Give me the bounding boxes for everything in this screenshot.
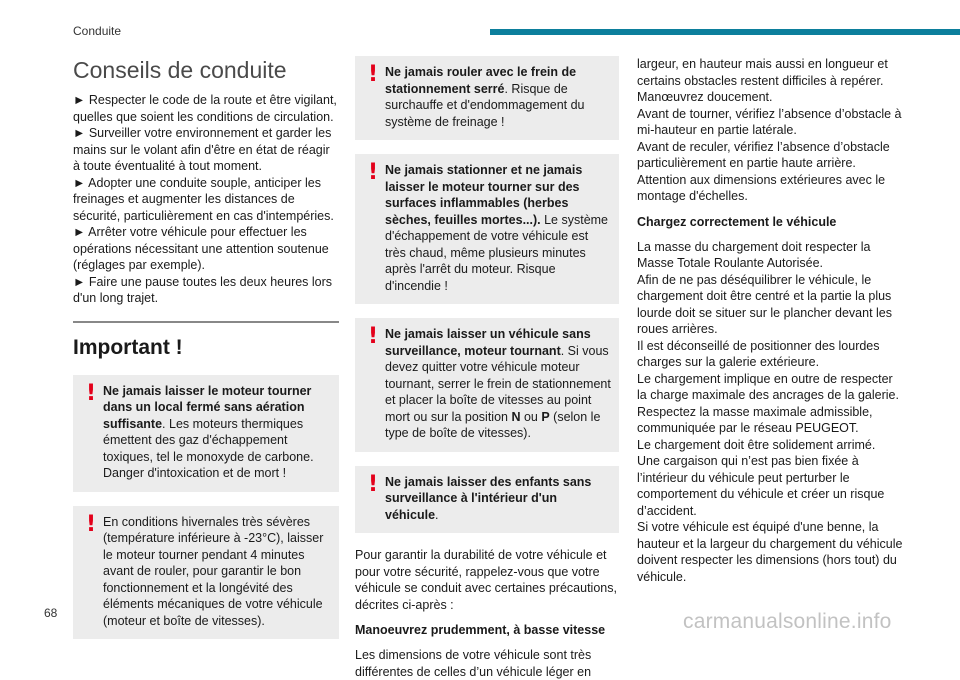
manoeuvre-heading: Manoeuvrez prudemment, à basse vitesse	[355, 623, 606, 637]
exclamation-icon: !	[368, 62, 379, 87]
warning-text: Ne jamais laisser un véhicule sans surveillance, moteur tournant. Si vous devez quitter votre véhicule moteur tournant, serrer le frein de stationnement et placer la boîte de vitesses au point mort ou sur la position N ou P (selon le type de boîte de vitesses).	[385, 327, 611, 440]
warning-box-children	[355, 466, 619, 534]
warning-box-flammable	[355, 154, 619, 304]
column-2	[355, 56, 619, 680]
warning-box-parking-brake	[355, 56, 619, 140]
header-accent-bar	[490, 29, 960, 35]
load-heading: Chargez correctement le véhicule	[637, 214, 837, 229]
important-heading: Important !	[73, 321, 339, 361]
watermark: carmanualsonline.info	[683, 610, 892, 633]
warning-text: Ne jamais laisser le moteur tourner dans un local fermé sans aération suffisante. Les moteurs thermiques émettent des gaz d'échappement toxiques, tel le monoxyde de carbone. Danger d'intoxication et de mort !	[103, 383, 314, 480]
warning-box-winter	[73, 506, 339, 640]
warning-text: Ne jamais rouler avec le frein de stationnement serré. Risque de surchauffe et d'endommagement du système de freinage !	[385, 65, 585, 129]
warning-text: Ne jamais stationner et ne jamais laisser le moteur tourner sur des surfaces inflammables (herbes sèches, feuilles mortes...). Le système d'échappement de votre véhicule est très chaud, même plusieurs minutes après l'arrêt du moteur. Risque d'incendie !	[385, 163, 609, 293]
exclamation-icon: !	[86, 380, 97, 406]
precautions-intro: Pour garantir la durabilité de votre véhicule et pour votre sécurité, rappelez-vous que votre véhicule se conduit avec certaines précautions, décrites ci-après :	[355, 548, 617, 612]
warning-text: Ne jamais laisser des enfants sans surveillance à l'intérieur d'un véhicule.	[385, 474, 592, 522]
exclamation-icon: !	[368, 160, 379, 185]
exclamation-icon: !	[368, 324, 379, 349]
manoeuvre-text-start: Les dimensions de votre véhicule sont très différentes de celles d’un véhicule léger en	[355, 648, 592, 679]
load-text: La masse du chargement doit respecter la Masse Totale Roulante Autorisée. Afin de ne pas déséquilibrer le véhicule, le chargement doit être centré et la partie la plus lourde doit se situer sur le plancher devant les roues arrières. Il est déconseillé de positionner des lourdes charges sur la galerie extérieure. Le chargement implique en outre de respecter la charge maximale des ancrages de la galerie. Respectez la masse maximale admissible, communiquée par le réseau PEUGEOT. Le chargement doit être solidement arrimé. Une cargaison qui n’est pas bien fixée à l’intérieur du véhicule peut perturber le comportement du véhicule et créer un risque d’accident. Si votre véhicule est équipé d'une benne, la hauteur et la largeur du chargement du véhicule doivent respecter les dimensions (hors tout) du véhicule.	[637, 239, 903, 584]
warning-box-closed-room	[73, 375, 339, 492]
driving-tips-list: ► Respecter le code de la route et être vigilant, quelles que soient les conditions de circulation. ► Surveiller votre environnement et garder les mains sur le volant afin d'être en état de réagir à toute éventualité à tout moment. ► Adopter une conduite souple, anticiper les freinages et augmenter les distances de sécurité, particulièrement en cas d'intempéries. ► Arrêter votre véhicule pour effectuer les opérations nécessitant une attention soutenue (réglages par exemple). ► Faire une pause toutes les deux heures lors d'un long trajet.	[73, 93, 337, 305]
running-header: Conduite	[73, 24, 122, 38]
section-title: Conseils de conduite	[73, 57, 287, 83]
warning-text: En conditions hivernales très sévères (température inférieure à -23°C), laisser le moteur tourner pendant 4 minutes avant de rouler, pour garantir le bon fonctionnement et la longévité des éléments mécaniques de votre véhicule (moteur et boîte de vitesses).	[103, 514, 324, 628]
exclamation-icon: !	[368, 471, 379, 497]
column-3	[637, 56, 905, 585]
column-1	[73, 56, 339, 653]
manoeuvre-text-cont: largeur, en hauteur mais aussi en longueur et certains obstacles restent difficiles à repérer. Manœuvrez doucement. Avant de tourner, vérifiez l’absence d’obstacle à mi-hauteur en partie latérale. Avant de reculer, vérifiez l’absence d’obstacle particulièrement en partie haute arrière. Attention aux dimensions extérieures avec le montage d'échelles.	[637, 57, 902, 203]
warning-box-unattended-vehicle	[355, 318, 619, 452]
page-number: 68	[44, 606, 58, 620]
exclamation-icon: !	[86, 511, 97, 537]
